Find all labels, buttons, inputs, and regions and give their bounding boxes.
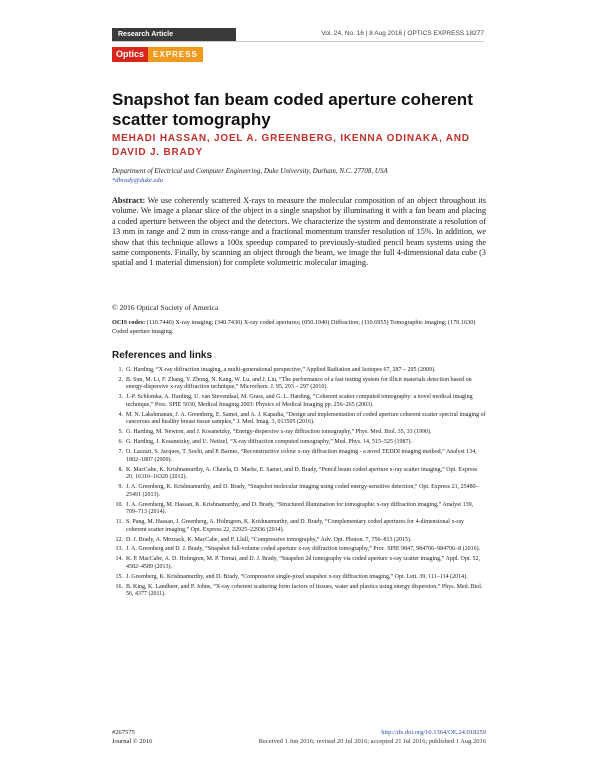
reference-text: J.-P. Schlomka, A. Harding, U. van Stevendaal, M. Grass, and G. L. Harding, “Coherent scatter computed tomography: a novel medical imaging technique,” Proc. SPIE 5030, Medical Imaging 2003: Physics of Medical Imaging pp. 256–265 (2003).: [126, 394, 473, 408]
reference-text: G. Harding, J. Kosanetzky, and U. Neitzel, “X-ray diffraction computed tomography,” Med. Phys. 14, 515–525 (1987).: [126, 439, 413, 446]
affiliation: Department of Electrical and Computer Engineering, Duke University, Durham, N.C. 27708, USA: [112, 167, 388, 175]
reference-item: [112, 377, 486, 392]
logo-part-optics: Optics: [112, 47, 148, 62]
copyright: © 2016 Optical Society of America: [112, 303, 219, 312]
journal-info: Vol. 24, No. 16 | 8 Aug 2016 | OPTICS EXPRESS 18277: [321, 30, 484, 37]
reference-item: [112, 502, 486, 517]
abstract: [112, 196, 486, 269]
reference-number: 14.: [115, 556, 123, 563]
logo-part-express: EXPRESS: [148, 47, 203, 62]
ocis-text: (110.7440) X-ray imaging; (340.7430) X-ray coded apertures; (050.1940) Diffraction; (110.6955) Tomographic imaging; (170.1630) Coded aperture imaging.: [112, 319, 476, 335]
reference-text: J. A. Greenberg, M. Hassan, K. Krishnamurthy, and D. Brady, “Structured illumination for tomographic x-ray diffraction imaging,” Analyst 139, 709–713 (2014).: [126, 501, 474, 516]
publication-dates: Received 1 Jun 2016; revised 20 Jul 2016; accepted 21 Jul 2016; published 1 Aug 2016: [258, 738, 486, 745]
reference-item: [112, 394, 486, 409]
abstract-text: We use coherently scattered X-rays to measure the molecular composition of an object throughout its volume. We image a planar slice of the object in a single snapshot by illuminating it with a fan beam and placing a coded aperture between the object and the detectors. We characterize the system and demonstrate a resolution of 13 mm in range and 2 mm in cross-range and a fractional momentum transfer resolution of 15%. In addition, we show that this technique allows a 100x speedup compared to previously-studied pencil beam systems using the same components. Finally, by scanning an object through the beam, we image the full 4-dimensional data cube (3 spatial and 1 material dimension) for complete volumetric molecular imaging.: [112, 196, 486, 268]
reference-text: M. N. Lakshmanan, J. A. Greenberg, E. Samei, and A. J. Kapadia, “Design and implementation of coded aperture coherent scatter spectral imaging of cancerous and healthy breast tissue samples,” J. Med. Imag. 3, 013505 (2016).: [126, 411, 486, 426]
reference-item: [112, 584, 486, 599]
reference-number: 5.: [118, 429, 123, 436]
reference-item: [112, 439, 486, 447]
reference-list: [112, 367, 486, 601]
reference-text: J. A. Greenberg, K. Krishnamurthy, and D. Brady, “Snapshot molecular imaging using coded energy-sensitive detection,” Opt. Express 21, 25480–25491 (2013).: [126, 484, 479, 498]
reference-number: 10.: [115, 501, 123, 508]
journal-logo: [112, 47, 203, 62]
reference-item: [112, 519, 486, 534]
reference-number: 15.: [115, 573, 123, 580]
reference-item: [112, 556, 486, 571]
author-list: MEHADI HASSAN, JOEL A. GREENBERG, IKENNA ODINAKA, AND DAVID J. BRADY: [112, 133, 470, 158]
reference-text: O. Lazzari, S. Jacques, T. Sochi, and P. Barnes, “Reconstructive colour x-ray diffraction imaging - a novel TEDDI imaging method,” Analyst 134, 1802–1807 (2009).: [126, 449, 477, 463]
footer-left: [112, 728, 152, 746]
footer-right: [259, 728, 486, 746]
reference-item: [112, 537, 486, 545]
journal-copyright: Journal © 2016: [112, 738, 153, 745]
reference-text: K. MacCabe, K. Krishnamurthy, A. Chawla, D. Marks, E. Samei, and D. Brady, “Pencil beam coded aperture x-ray scatter imaging,” Opt. Express 20, 16310–16320 (2012).: [126, 466, 478, 481]
reference-item: [112, 412, 486, 427]
reference-text: K. P. MacCabe, A. D. Holmgren, M. P. Tornai, and D. J. Brady, “Snapshot 2d tomography via coded aperture x-ray scatter imaging,” Appl. Opt. 52, 4582–4589 (2013).: [126, 556, 481, 570]
reference-item: [112, 484, 486, 499]
ocis-label: OCIS codes:: [112, 319, 146, 326]
reference-number: 6.: [118, 439, 123, 446]
reference-number: 1.: [118, 367, 123, 373]
reference-item: [112, 467, 486, 482]
paper-title: Snapshot fan beam coded aperture coherent scatter tomography: [112, 90, 473, 129]
reference-number: 4.: [118, 411, 123, 418]
reference-text: J. Greenberg, K. Krishnamurthy, and D. Brady, “Compressive single-pixel snapshot x-ray diffraction imaging,” Opt. Lett. 39, 111–114 (2014).: [126, 573, 468, 580]
reference-number: 7.: [118, 449, 123, 456]
author-email[interactable]: *dbrady@duke.edu: [112, 177, 163, 184]
article-id: #267575: [112, 729, 135, 736]
reference-number: 13.: [115, 546, 123, 553]
doi-link[interactable]: http://dx.doi.org/10.1364/OE.24.018259: [381, 729, 486, 736]
reference-text: G. Harding, “X-ray diffraction imaging, a multi-generational perspective,” Applied Radiation and Isotopes 67, 287 – 295 (2009).: [126, 367, 436, 373]
reference-number: 3.: [118, 394, 123, 401]
reference-text: G. Harding, M. Newton, and J. Kosanetzky, “Energy-dispersive x-ray diffraction tomography,” Phys. Med. Biol. 35, 33 (1990).: [126, 429, 432, 436]
journal-header: [112, 28, 484, 41]
reference-text: S. Pang, M. Hassan, J. Greenberg, A. Holmgren, K. Krishnamurthy, and D. Brady, “Complementary coded apertures for 4-dimensional x-ray coherent scatter imaging,” Opt. Express 22, 22925–22936 (2014).: [126, 519, 465, 533]
reference-text: B. Sun, M. Li, F. Zhang, Y. Zhong, N. Kang, W. Lu, and J. Liu, “The performance of a fast testing system for illicit materials detection based on energy-dispersive x-ray diffraction technique,” Microchem. J. 95, 293 – 297 (2010).: [126, 376, 472, 391]
ocis-codes: [112, 319, 486, 336]
reference-text: D. J. Brady, A. Mrozack, K. MacCabe, and P. Llull, “Compressive tomography,” Adv. Opt. Photon. 7, 756–813 (2015).: [126, 536, 412, 543]
reference-text: B. King, K. Landheer, and P. Johns, “X-ray coherent scattering form factors of tissues, water and plastics using energy dispersion,” Phys. Med. Biol. 56, 4377 (2011).: [126, 583, 483, 598]
reference-number: 8.: [118, 466, 123, 473]
references-heading: References and links: [112, 350, 213, 361]
article-type-badge: Research Article: [112, 28, 236, 41]
reference-item: [112, 546, 486, 554]
abstract-label: Abstract:: [112, 196, 146, 205]
reference-number: 2.: [118, 376, 123, 383]
reference-item: [112, 574, 486, 582]
reference-item: [112, 429, 486, 437]
reference-text: J. A. Greenberg and D. J. Brady, “Snapshot full-volume coded aperture x-ray diffraction tomography,” Proc. SPIE 9847, 984706–984706–8 (2016).: [126, 546, 481, 553]
header-rule: [112, 41, 484, 42]
reference-number: 9.: [118, 484, 123, 491]
reference-number: 12.: [115, 536, 123, 543]
reference-item: [112, 449, 486, 464]
reference-number: 11.: [115, 519, 123, 526]
reference-number: 16.: [115, 583, 123, 590]
reference-item: [112, 367, 486, 375]
